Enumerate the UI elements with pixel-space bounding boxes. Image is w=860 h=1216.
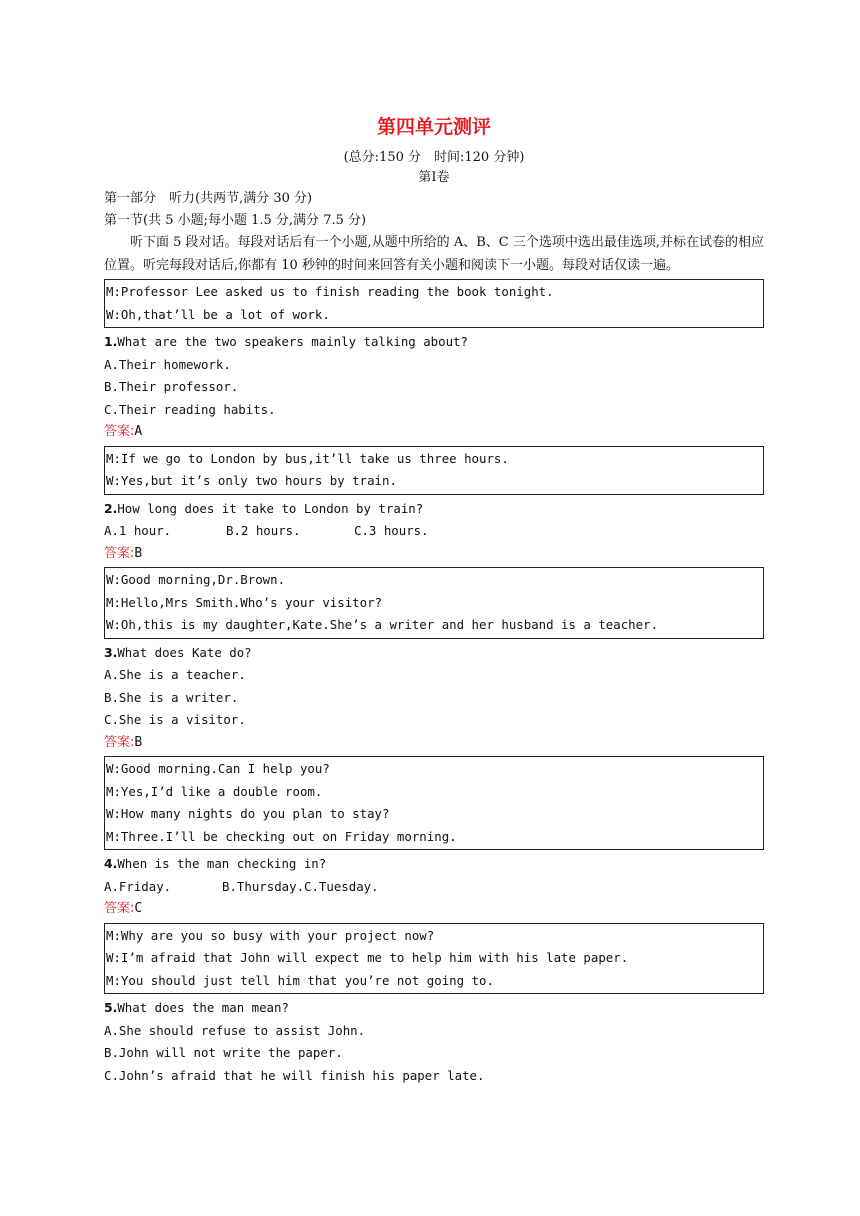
option: C.John’s afraid that he will finish his paper late. <box>104 1067 485 1083</box>
options-row <box>104 520 764 543</box>
section-heading: 第一节(共 5 小题;每小题 1.5 分,满分 7.5 分) <box>104 213 367 228</box>
question-4 <box>104 853 764 876</box>
dialog-box-4 <box>104 756 764 850</box>
answer-4 <box>104 898 764 921</box>
option: A.1 hour. <box>104 523 172 538</box>
instructions: 听下面 5 段对话。每段对话后有一个小题,从题中所给的 A、B、C 三个选项中选出最佳选项,并标在试卷的相应位置。听完每段对话后,你都有 10 秒钟的时间来回答有关小题和阅读下一小题。每段对话仅读一遍。 <box>104 235 764 273</box>
answer-2 <box>104 543 764 566</box>
answer-label: 答案: <box>104 901 135 916</box>
answer-label: 答案: <box>104 424 135 439</box>
option: C.Their reading habits. <box>104 401 276 417</box>
part-heading: 第一部分 听力(共两节,满分 30 分) <box>104 191 313 206</box>
dialog-line: W:Oh,this is my daughter,Kate.She’s a writer and her husband is a teacher. <box>106 617 659 632</box>
dialog-line: W:I’m afraid that John will expect me to help him with his late paper. <box>106 950 629 965</box>
option: A.Their homework. <box>104 356 231 372</box>
page-title: 第四单元测评 <box>376 116 491 138</box>
dialog-line: W:Good morning,Dr.Brown. <box>106 572 286 587</box>
question-number: 1. <box>104 334 118 349</box>
answer-value: B <box>134 545 143 561</box>
question-text: What does Kate do? <box>117 644 252 660</box>
question-5 <box>104 997 764 1020</box>
option: B.John will not write the paper. <box>104 1045 343 1060</box>
option: C.She is a visitor. <box>104 712 246 727</box>
dialog-line: W:Yes,but it’s only two hours by train. <box>106 473 397 488</box>
question-text: When is the man checking in? <box>117 856 327 871</box>
option: B.She is a writer. <box>104 689 239 705</box>
answer-label: 答案: <box>104 545 135 561</box>
option: B.Thursday. <box>222 878 305 894</box>
dialog-box-5 <box>104 923 764 995</box>
answer-value: A <box>134 424 143 439</box>
dialog-line: M:Hello,Mrs Smith.Who’s your visitor? <box>106 594 383 610</box>
dialog-line: M:Three.I’ll be checking out on Friday morning. <box>106 828 457 844</box>
question-3 <box>104 642 764 665</box>
dialog-line: W:Oh,that’ll be a lot of work. <box>106 306 330 322</box>
dialog-line: W:How many nights do you plan to stay? <box>106 806 390 821</box>
volume-label: 第Ⅰ卷 <box>418 170 450 185</box>
question-text: What are the two speakers mainly talking about? <box>117 334 468 349</box>
dialog-box-2 <box>104 446 764 495</box>
exam-meta: (总分:150 分 时间:120 分钟) <box>343 150 525 165</box>
dialog-line: M:If we go to London by bus,it’ll take us three hours. <box>106 450 509 466</box>
question-2 <box>104 498 764 521</box>
dialog-line: W:Good morning.Can I help you? <box>106 761 330 776</box>
option: B.Their professor. <box>104 379 239 394</box>
question-number: 5. <box>104 1000 118 1015</box>
exam-page <box>104 112 764 1087</box>
dialog-line: M:Why are you so busy with your project now? <box>106 927 435 943</box>
option: C.3 hours. <box>354 523 429 538</box>
dialog-box-3 <box>104 567 764 639</box>
question-number: 3. <box>104 644 118 660</box>
answer-value: C <box>134 901 143 916</box>
answer-value: B <box>134 734 143 750</box>
answer-1 <box>104 421 764 444</box>
option: B.2 hours. <box>226 523 301 538</box>
question-number: 2. <box>104 500 118 516</box>
dialog-line: M:Yes,I’d like a double room. <box>106 783 323 799</box>
options-row <box>104 876 764 899</box>
question-text: How long does it take to London by train? <box>117 500 424 516</box>
option: A.Friday. <box>104 878 172 894</box>
option: A.She should refuse to assist John. <box>104 1022 366 1038</box>
option: A.She is a teacher. <box>104 667 246 682</box>
answer-3 <box>104 732 764 755</box>
question-1 <box>104 331 764 354</box>
question-text: What does the man mean? <box>117 1000 289 1015</box>
dialog-line: M:Professor Lee asked us to finish reading the book tonight. <box>106 284 554 299</box>
dialog-line: M:You should just tell him that you’re not going to. <box>106 972 494 988</box>
question-number: 4. <box>104 856 118 871</box>
answer-label: 答案: <box>104 734 135 750</box>
option: C.Tuesday. <box>304 878 379 894</box>
dialog-box-1 <box>104 279 764 328</box>
